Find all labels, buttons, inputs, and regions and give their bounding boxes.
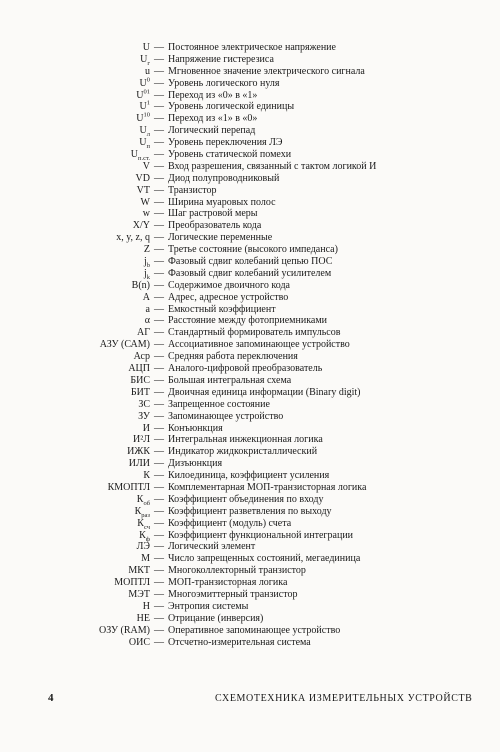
- symbol-base: VD: [135, 172, 150, 184]
- dash-separator: —: [154, 303, 164, 315]
- list-item: [0, 363, 500, 375]
- dash-separator: —: [154, 363, 164, 375]
- list-item: [0, 66, 500, 78]
- description: Ширина муаровых полос: [168, 196, 276, 208]
- symbol: [0, 197, 150, 209]
- list-item: [0, 185, 500, 197]
- description: Диод полупроводниковый: [168, 172, 280, 184]
- description: Переход из «1» в «0»: [168, 113, 258, 125]
- dash-separator: —: [154, 65, 164, 77]
- list-item: [0, 518, 500, 530]
- symbol-subscript: об: [143, 499, 150, 507]
- description: Ассоциативное запоминающее устройство: [168, 339, 350, 351]
- symbol-base: X/Y: [132, 220, 150, 232]
- dash-separator: —: [154, 422, 164, 434]
- list-item: [0, 613, 500, 625]
- symbol: [0, 565, 150, 577]
- dash-separator: —: [154, 327, 164, 339]
- symbol-base: К: [139, 529, 146, 541]
- list-item: [0, 78, 500, 90]
- symbol-base: B(n): [131, 279, 150, 291]
- symbol-base: К: [143, 470, 150, 482]
- symbol: [0, 339, 150, 351]
- list-item: [0, 137, 500, 149]
- description: Логический элемент: [168, 541, 256, 553]
- dash-separator: —: [154, 636, 164, 648]
- description: Оперативное запоминающее устройство: [168, 624, 341, 636]
- list-item: [0, 375, 500, 387]
- description: Интегральная инжекционная логика: [168, 434, 323, 446]
- list-item: [0, 637, 500, 649]
- dash-separator: —: [154, 256, 164, 268]
- description: Комплементарная МОП-транзисторная логика: [168, 481, 367, 493]
- list-item: [0, 54, 500, 66]
- description: Фазовый сдвиг колебаний усилителем: [168, 267, 332, 279]
- symbol-base: НЕ: [136, 612, 150, 624]
- dash-separator: —: [154, 291, 164, 303]
- list-item: [0, 577, 500, 589]
- description: Уровень переключения ЛЭ: [168, 137, 283, 149]
- symbol-base: V: [142, 160, 150, 172]
- symbol-base: u: [145, 65, 150, 77]
- dash-separator: —: [154, 624, 164, 636]
- description: Третье состояние (высокого импеданса): [168, 244, 338, 256]
- dash-separator: —: [154, 160, 164, 172]
- symbol: [0, 506, 150, 518]
- description: Логический перепад: [168, 125, 256, 137]
- dash-separator: —: [154, 600, 164, 612]
- symbol-base: МКТ: [128, 565, 150, 577]
- symbol-base: БИТ: [130, 386, 150, 398]
- list-item: [0, 399, 500, 411]
- description: Коэффициент функциональной интеграции: [168, 529, 354, 541]
- symbol: [0, 327, 150, 339]
- symbol: [0, 541, 150, 553]
- symbol: [0, 113, 150, 125]
- symbol-base: МОПТЛ: [114, 577, 150, 589]
- dash-separator: —: [154, 588, 164, 600]
- symbol-subscript: раз: [141, 511, 150, 519]
- symbol-base: U: [140, 53, 148, 65]
- symbol-base: U: [139, 125, 147, 137]
- description: Расстояние между фотоприемниками: [168, 315, 328, 327]
- symbol-base: ЗС: [138, 398, 150, 410]
- symbol: [0, 351, 150, 363]
- symbol-base: К: [137, 517, 144, 529]
- dash-separator: —: [154, 267, 164, 279]
- symbol-base: И²Л: [132, 434, 150, 446]
- symbol: [0, 42, 150, 54]
- symbol-base: VT: [136, 184, 150, 196]
- symbol-base: W: [140, 196, 150, 208]
- symbol-base: МЭТ: [128, 588, 150, 600]
- symbol: [0, 494, 150, 506]
- dash-separator: —: [154, 208, 164, 220]
- symbol: [0, 220, 150, 232]
- symbol-base: Z: [143, 244, 150, 256]
- symbol-base: ОИС: [128, 636, 150, 648]
- list-item: [0, 232, 500, 244]
- symbol: [0, 208, 150, 220]
- description: Энтропия системы: [168, 600, 249, 612]
- symbol-base: ОЗУ (RAM): [98, 624, 150, 636]
- symbol-base: И: [142, 422, 150, 434]
- symbol-base: М: [141, 553, 150, 565]
- symbol: [0, 577, 150, 589]
- symbol: [0, 90, 150, 102]
- symbol-base: Аср: [133, 351, 150, 363]
- symbol-superscript: 10: [143, 112, 150, 120]
- list-item: [0, 315, 500, 327]
- dash-separator: —: [154, 386, 164, 398]
- symbol-base: КМОПТЛ: [107, 481, 150, 493]
- symbol: [0, 101, 150, 113]
- symbol-base: a: [145, 303, 150, 315]
- symbol-base: ЗУ: [138, 410, 150, 422]
- description: Постоянное электрическое напряжение: [168, 42, 336, 53]
- dash-separator: —: [154, 541, 164, 553]
- symbol: [0, 411, 150, 423]
- symbol-base: АГ: [136, 327, 150, 339]
- symbol: [0, 125, 150, 137]
- dash-separator: —: [154, 493, 164, 505]
- dash-separator: —: [154, 149, 164, 161]
- symbol: [0, 482, 150, 494]
- symbol: [0, 613, 150, 625]
- symbol-base: АЗУ (САМ): [99, 339, 150, 351]
- list-item: [0, 565, 500, 577]
- symbol-base: ИЖК: [127, 446, 150, 458]
- symbol: [0, 387, 150, 399]
- symbol: [0, 256, 150, 268]
- description: Отрицание (инверсия): [168, 612, 264, 624]
- symbol: [0, 304, 150, 316]
- symbol: [0, 244, 150, 256]
- dash-separator: —: [154, 113, 164, 125]
- symbol-subscript: п.ст.: [138, 155, 150, 163]
- symbol-base: U: [142, 42, 150, 53]
- dash-separator: —: [154, 42, 164, 53]
- dash-separator: —: [154, 470, 164, 482]
- symbol-base: α: [144, 315, 150, 327]
- dash-separator: —: [154, 125, 164, 137]
- symbol-base: j: [143, 267, 147, 279]
- symbol: [0, 589, 150, 601]
- list-item: [0, 113, 500, 125]
- symbol-subscript: л: [146, 131, 150, 139]
- list-item: [0, 601, 500, 613]
- dash-separator: —: [154, 446, 164, 458]
- symbol: [0, 280, 150, 292]
- description: Адрес, адресное устройство: [168, 291, 289, 303]
- list-item: [0, 268, 500, 280]
- abbreviation-list: [0, 42, 500, 648]
- list-item: [0, 327, 500, 339]
- list-item: [0, 304, 500, 316]
- symbol: [0, 66, 150, 78]
- symbol: [0, 161, 150, 173]
- dash-separator: —: [154, 577, 164, 589]
- dash-separator: —: [154, 172, 164, 184]
- dash-separator: —: [154, 53, 164, 65]
- list-item: [0, 553, 500, 565]
- symbol: [0, 470, 150, 482]
- symbol-subscript: г: [147, 59, 150, 67]
- symbol-base: A: [142, 291, 150, 303]
- list-item: [0, 387, 500, 399]
- symbol: [0, 149, 150, 161]
- list-item: [0, 90, 500, 102]
- dash-separator: —: [154, 434, 164, 446]
- dash-separator: —: [154, 196, 164, 208]
- symbol: [0, 232, 150, 244]
- list-item: [0, 458, 500, 470]
- symbol-base: U: [139, 101, 147, 113]
- description: Запоминающее устройство: [168, 410, 284, 422]
- symbol-base: АЦП: [128, 363, 150, 375]
- dash-separator: —: [154, 505, 164, 517]
- list-item: [0, 494, 500, 506]
- symbol: [0, 518, 150, 530]
- symbol-base: U: [130, 149, 139, 161]
- description: Большая интегральная схема: [168, 374, 292, 386]
- list-item: [0, 530, 500, 542]
- dash-separator: —: [154, 184, 164, 196]
- description: Транзистор: [168, 184, 217, 196]
- description: Содержимое двоичного кода: [168, 279, 290, 291]
- description: Мгновенное значение электрического сигнала: [168, 65, 365, 77]
- description: Средняя работа переключения: [168, 351, 298, 363]
- list-item: [0, 541, 500, 553]
- description: МОП-транзисторная логика: [168, 577, 288, 589]
- symbol-base: ИЛИ: [128, 458, 150, 470]
- list-item: [0, 220, 500, 232]
- symbol: [0, 268, 150, 280]
- list-item: [0, 411, 500, 423]
- symbol-base: U: [139, 137, 147, 149]
- symbol-base: ЛЭ: [136, 541, 150, 553]
- symbol-subscript: b: [146, 262, 150, 270]
- description: Аналого-цифровой преобразователь: [168, 363, 323, 375]
- dash-separator: —: [154, 398, 164, 410]
- list-item: [0, 434, 500, 446]
- description: Преобразователь кода: [168, 220, 262, 232]
- description: Дизъюнкция: [168, 458, 223, 470]
- list-item: [0, 149, 500, 161]
- description: Коэффициент (модуль) счета: [168, 517, 292, 529]
- symbol-subscript: ф: [145, 535, 150, 543]
- list-item: [0, 506, 500, 518]
- page-number: 4: [48, 692, 54, 704]
- symbol-base: БИС: [130, 374, 150, 386]
- description: Коэффициент объединения по входу: [168, 493, 324, 505]
- description: Запрещенное состояние: [168, 398, 270, 410]
- dash-separator: —: [154, 410, 164, 422]
- list-item: [0, 256, 500, 268]
- list-item: [0, 280, 500, 292]
- dash-separator: —: [154, 481, 164, 493]
- description: Двоичная единица информации (Binary digit): [168, 386, 361, 398]
- dash-separator: —: [154, 315, 164, 327]
- description: Шаг растровой меры: [168, 208, 258, 220]
- description: Вход разрешения, связанный с тактом логикой И: [168, 160, 377, 172]
- list-item: [0, 125, 500, 137]
- symbol: [0, 553, 150, 565]
- list-item: [0, 423, 500, 435]
- dash-separator: —: [154, 137, 164, 149]
- symbol: [0, 399, 150, 411]
- symbol-subscript: сч: [143, 523, 150, 531]
- symbol: [0, 363, 150, 375]
- page-footer: [0, 692, 500, 706]
- dash-separator: —: [154, 279, 164, 291]
- description: Логические переменные: [168, 232, 273, 244]
- dash-separator: —: [154, 89, 164, 101]
- list-item: [0, 173, 500, 185]
- description: Напряжение гистерезиса: [168, 53, 274, 65]
- symbol: [0, 185, 150, 197]
- symbol-base: U: [136, 113, 144, 125]
- symbol: [0, 292, 150, 304]
- dash-separator: —: [154, 339, 164, 351]
- dash-separator: —: [154, 529, 164, 541]
- list-item: [0, 589, 500, 601]
- description: Отсчетно-измерительная система: [168, 636, 311, 648]
- description: Число запрещенных состояний, мегаединица: [168, 553, 361, 565]
- dash-separator: —: [154, 458, 164, 470]
- list-item: [0, 292, 500, 304]
- symbol-subscript: k: [146, 273, 150, 281]
- symbol: [0, 530, 150, 542]
- dash-separator: —: [154, 351, 164, 363]
- description: Стандартный формирователь импульсов: [168, 327, 341, 339]
- description: Уровень статической помехи: [168, 149, 292, 161]
- dash-separator: —: [154, 101, 164, 113]
- dash-separator: —: [154, 517, 164, 529]
- symbol: [0, 625, 150, 637]
- dash-separator: —: [154, 232, 164, 244]
- description: Уровень логического нуля: [168, 77, 280, 89]
- symbol-subscript: п: [146, 143, 150, 151]
- dash-separator: —: [154, 565, 164, 577]
- dash-separator: —: [154, 77, 164, 89]
- symbol: [0, 78, 150, 90]
- symbol: [0, 637, 150, 649]
- description: Переход из «0» в «1»: [168, 89, 258, 101]
- description: Уровень логической единицы: [168, 101, 295, 113]
- list-item: [0, 625, 500, 637]
- dash-separator: —: [154, 553, 164, 565]
- symbol-superscript: 01: [143, 88, 150, 96]
- list-item: [0, 244, 500, 256]
- symbol-base: w: [142, 208, 150, 220]
- description: Емкостный коэффициент: [168, 303, 276, 315]
- symbol: [0, 601, 150, 613]
- symbol: [0, 458, 150, 470]
- symbol-superscript: 1: [146, 100, 150, 108]
- symbol: [0, 173, 150, 185]
- symbol: [0, 375, 150, 387]
- dash-separator: —: [154, 220, 164, 232]
- description: Многоколлекторный транзистор: [168, 565, 306, 577]
- symbol-base: Н: [142, 600, 150, 612]
- list-item: [0, 470, 500, 482]
- list-item: [0, 446, 500, 458]
- list-item: [0, 161, 500, 173]
- symbol: [0, 137, 150, 149]
- description: Килоединица, коэффициент усиления: [168, 470, 330, 482]
- list-item: [0, 339, 500, 351]
- symbol: [0, 434, 150, 446]
- description: Фазовый сдвиг колебаний цепью ПОС: [168, 256, 333, 268]
- list-item: [0, 101, 500, 113]
- description: Многоэмиттерный транзистор: [168, 588, 298, 600]
- symbol-base: U: [139, 77, 147, 89]
- dash-separator: —: [154, 612, 164, 624]
- description: Конъюнкция: [168, 422, 223, 434]
- list-item: [0, 42, 500, 54]
- list-item: [0, 197, 500, 209]
- list-item: [0, 208, 500, 220]
- symbol-base: x, y, z, q: [116, 232, 150, 244]
- symbol-base: К: [134, 505, 142, 517]
- dash-separator: —: [154, 374, 164, 386]
- symbol: [0, 315, 150, 327]
- list-item: [0, 482, 500, 494]
- symbol: [0, 54, 150, 66]
- symbol: [0, 446, 150, 458]
- symbol-base: U: [136, 89, 144, 101]
- symbol: [0, 423, 150, 435]
- description: Индикатор жидкокристаллический: [168, 446, 318, 458]
- dash-separator: —: [154, 244, 164, 256]
- list-item: [0, 351, 500, 363]
- description: Коэффициент разветвления по выходу: [168, 505, 332, 517]
- symbol-superscript: 0: [146, 76, 150, 84]
- symbol-base: К: [136, 493, 144, 505]
- running-title: СХЕМОТЕХНИКА ИЗМЕРИТЕЛЬНЫХ УСТРОЙСТВ: [215, 693, 473, 704]
- symbol-base: j: [143, 256, 147, 268]
